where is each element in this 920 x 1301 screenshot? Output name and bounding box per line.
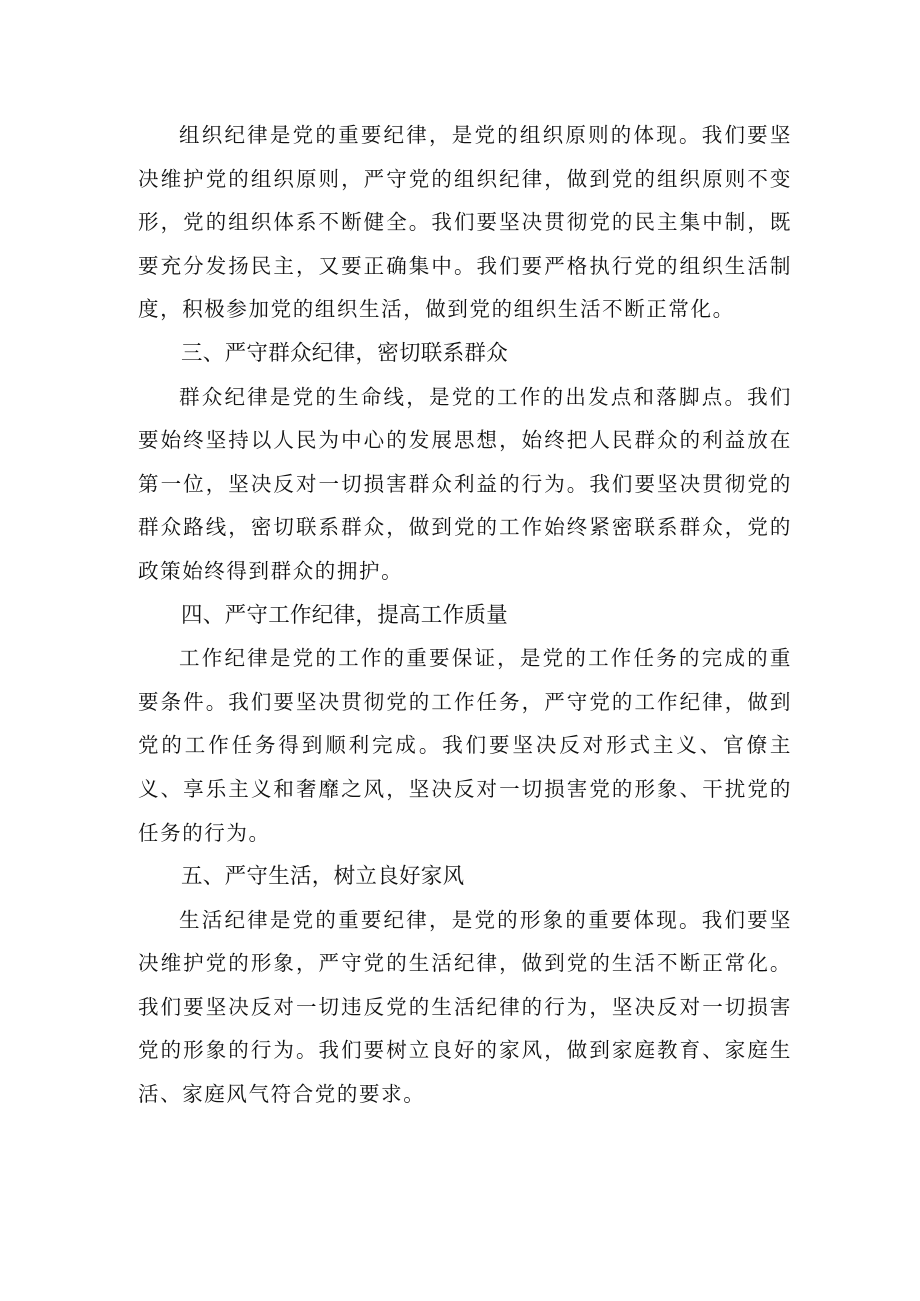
section-heading-mass-discipline: 三、严守群众纪律，密切联系群众	[181, 340, 509, 366]
paragraph-mass-discipline: 群众纪律是党的生命线，是党的工作的出发点和落脚点。我们要始终坚持以人民为中心的发展思想，始终把人民群众的利益放在第一位，坚决反对一切损害群众利益的行为。我们要坚决贯彻党的群众路线，密切联系群众，做到党的工作始终紧密联系群众，党的政策始终得到群众的拥护。	[138, 384, 792, 583]
paragraph-work-discipline: 工作纪律是党的工作的重要保证，是党的工作任务的完成的重要条件。我们要坚决贯彻党的工作任务，严守党的工作纪律，做到党的工作任务得到顺利完成。我们要坚决反对形式主义、官僚主义、享乐主义和奢靡之风，坚决反对一切损害党的形象、干扰党的任务的行为。	[138, 646, 792, 845]
document-body	[138, 114, 792, 1117]
section-heading-work-discipline: 四、严守工作纪律，提高工作质量	[181, 602, 509, 628]
paragraph-life-discipline: 生活纪律是党的重要纪律，是党的形象的重要体现。我们要坚决维护党的形象，严守党的生活纪律，做到党的生活不断正常化。我们要坚决反对一切违反党的生活纪律的行为，坚决反对一切损害党的形象的行为。我们要树立良好的家风，做到家庭教育、家庭生活、家庭风气符合党的要求。	[138, 907, 792, 1107]
section-heading-life-discipline: 五、严守生活，树立良好家风	[181, 864, 465, 890]
paragraph-organization-discipline: 组织纪律是党的重要纪律，是党的组织原则的体现。我们要坚决维护党的组织原则，严守党的组织纪律，做到党的组织原则不变形，党的组织体系不断健全。我们要坚决贯彻党的民主集中制，既要充分发扬民主，又要正确集中。我们要严格执行党的组织生活制度，积极参加党的组织生活，做到党的组织生活不断正常化。	[138, 123, 792, 322]
